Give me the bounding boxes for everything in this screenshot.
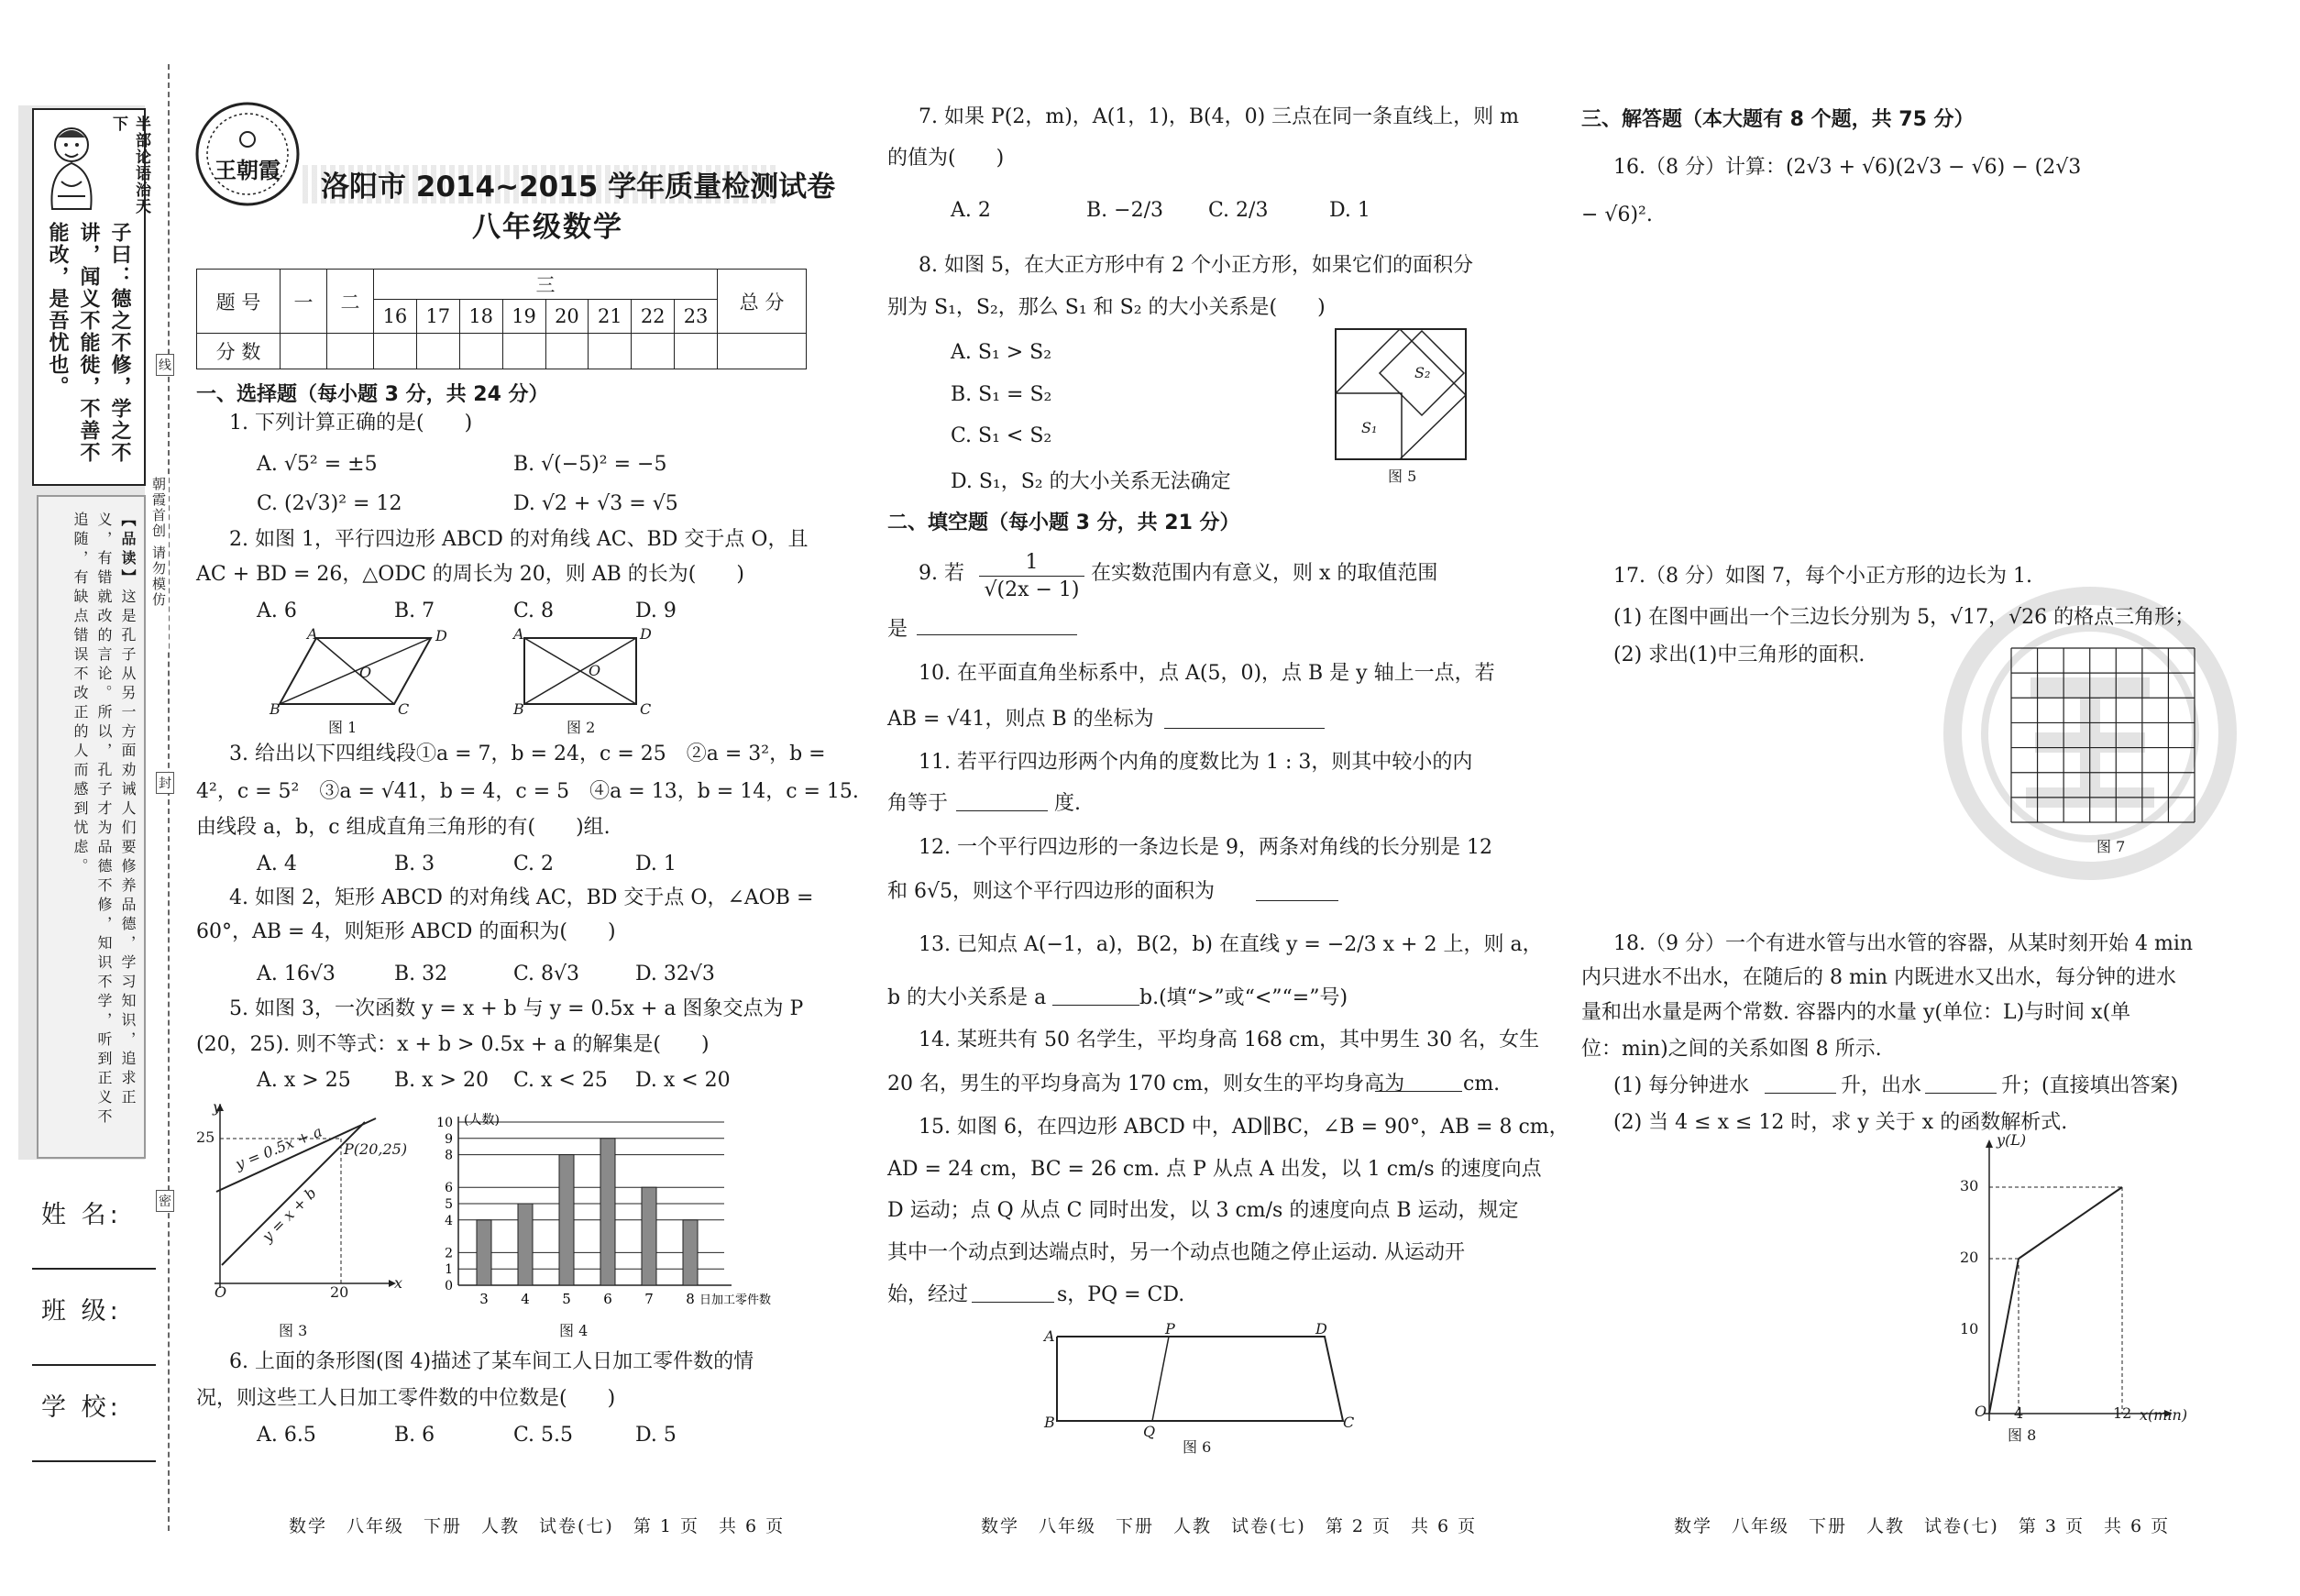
exam-subtitle: 八年级数学 bbox=[472, 211, 623, 244]
fig8-origin: O bbox=[1975, 1403, 1987, 1420]
q11-line-2a: 角等于 bbox=[887, 792, 949, 815]
q4-option-b: B. 32 bbox=[394, 963, 448, 985]
q6-line-1: 6. 上面的条形图(图 4)描述了某车间工人日加工零件数的情 bbox=[229, 1350, 754, 1373]
score-cell[interactable] bbox=[632, 334, 675, 369]
y-axis-label: (人数) bbox=[464, 1113, 500, 1128]
q18-line-3: 量和出水量是两个常数. 容器内的水量 y(单位：L)与时间 x(单 bbox=[1581, 1001, 2131, 1024]
school-label: 学 校: bbox=[41, 1393, 122, 1422]
x-tick-label: 4 bbox=[521, 1291, 530, 1307]
q15-line-5a: 始，经过 bbox=[887, 1283, 969, 1306]
q18-line-2: 内只进水不出水，在随后的 8 min 内既进水又出水，每分钟的进水 bbox=[1581, 966, 2177, 989]
seal-dashed-line bbox=[168, 64, 170, 1531]
y-tick-label: 5 bbox=[445, 1197, 453, 1212]
seal-mark-feng: 封 bbox=[156, 772, 174, 794]
q5-line-2: (20，25). 则不等式：x + b > 0.5x + a 的解集是( ) bbox=[196, 1033, 710, 1056]
q2-line-2: AC + BD = 26，△ODC 的周长为 20，则 AB 的长为( ) bbox=[196, 563, 744, 586]
q7-option-a: A. 2 bbox=[951, 199, 991, 222]
commentary-lead: 【品读】 bbox=[119, 512, 137, 589]
y-tick-label: 2 bbox=[445, 1246, 453, 1261]
section-2-heading: 二、填空题（每小题 3 分，共 21 分） bbox=[887, 512, 1240, 534]
fig3-line2-label: y = x + b bbox=[259, 1183, 320, 1246]
q2-option-b: B. 7 bbox=[394, 600, 435, 622]
q8-option-a: A. S₁ > S₂ bbox=[951, 341, 1052, 364]
x-tick-label: 7 bbox=[644, 1291, 654, 1307]
figure-6-trapezoid: A D P B Q C bbox=[1044, 1320, 1355, 1440]
q11-line-1: 11. 若平行四边形两个内角的度数比为 1 : 3，则其中较小的内 bbox=[919, 751, 1473, 774]
score-sub: 22 bbox=[632, 300, 675, 334]
figure-8-caption: 图 8 bbox=[2008, 1426, 2037, 1444]
q1-option-d: D. √2 + √3 = √5 bbox=[513, 492, 678, 515]
fig3-origin: O bbox=[215, 1283, 227, 1301]
name-label: 姓 名: bbox=[41, 1201, 122, 1229]
footer-page-3: 数学 八年级 下册 人教 试卷(七) 第 3 页 共 6 页 bbox=[1674, 1516, 2171, 1536]
y-tick-label: 1 bbox=[445, 1262, 453, 1278]
bar bbox=[683, 1220, 698, 1285]
q6-option-c: C. 5.5 bbox=[513, 1424, 574, 1447]
q18-line-5b: 升，出水 bbox=[1841, 1074, 1922, 1097]
score-sub: 19 bbox=[502, 300, 545, 334]
q9-line-2: 是 bbox=[887, 618, 908, 641]
q2-option-c: C. 8 bbox=[513, 600, 555, 622]
q4-option-d: D. 32√3 bbox=[635, 963, 715, 985]
score-col-1: 一 bbox=[281, 270, 327, 334]
score-cell[interactable] bbox=[281, 334, 327, 369]
fig3-y-tick: 25 bbox=[196, 1128, 215, 1146]
q10-line-1: 10. 在平面直角坐标系中，点 A(5，0)，点 B 是 y 轴上一点，若 bbox=[919, 662, 1495, 685]
q3-option-c: C. 2 bbox=[513, 853, 555, 875]
score-cell[interactable] bbox=[545, 334, 589, 369]
q6-line-2: 况，则这些工人日加工零件数的中位数是( ) bbox=[196, 1387, 616, 1410]
seal-mark-mi: 密 bbox=[156, 1190, 174, 1212]
q18-inflow-blank[interactable] bbox=[1765, 1093, 1836, 1094]
school-field[interactable] bbox=[32, 1460, 156, 1462]
q1-option-b: B. √(−5)² = −5 bbox=[513, 453, 667, 476]
q3-option-a: A. 4 bbox=[257, 853, 297, 875]
figure-2-rectangle: A D B C O bbox=[513, 625, 652, 718]
q9-pre: 9. 若 bbox=[919, 562, 964, 585]
score-cell[interactable] bbox=[718, 334, 807, 369]
q9-answer-blank[interactable] bbox=[917, 634, 1077, 635]
figure-8-graph bbox=[1943, 1131, 2188, 1430]
q5-option-b: B. x > 20 bbox=[394, 1069, 489, 1092]
fig3-x-tick: 20 bbox=[330, 1283, 349, 1301]
q18-line-1: 18.（9 分）一个有进水管与出水管的容器，从某时刻开始 4 min bbox=[1613, 932, 2194, 955]
q5-option-a: A. x > 25 bbox=[257, 1069, 351, 1092]
q13-line-2a: b 的大小关系是 a bbox=[887, 986, 1047, 1009]
q8-line-2: 别为 S₁，S₂，那么 S₁ 和 S₂ 的大小关系是( ) bbox=[887, 296, 1326, 319]
score-total-label: 总 分 bbox=[718, 270, 807, 334]
q9-fraction bbox=[979, 550, 1084, 604]
q15-line-4: 其中一个动点到达端点时，另一个动点也随之停止运动. 从运动开 bbox=[887, 1241, 1465, 1264]
q10-answer-blank[interactable] bbox=[1164, 728, 1325, 729]
score-cell[interactable] bbox=[459, 334, 502, 369]
q7-option-d: D. 1 bbox=[1329, 199, 1370, 222]
q18-line-4: 位：min)之间的关系如图 8 所示. bbox=[1581, 1038, 1882, 1061]
score-sub: 18 bbox=[459, 300, 502, 334]
score-cell[interactable] bbox=[589, 334, 632, 369]
q17-line-3: (2) 求出(1)中三角形的面积. bbox=[1613, 644, 1865, 666]
score-sub: 23 bbox=[675, 300, 718, 334]
q12-line-1: 12. 一个平行四边形的一条边长是 9，两条对角线的长分别是 12 bbox=[919, 836, 1492, 859]
q12-answer-blank[interactable] bbox=[1256, 900, 1338, 901]
score-sub: 20 bbox=[545, 300, 589, 334]
confucius-illustration bbox=[39, 117, 104, 218]
score-row-label: 分 数 bbox=[197, 334, 281, 369]
q18-line-6: (2) 当 4 ≤ x ≤ 12 时，求 y 关于 x 的函数解析式. bbox=[1613, 1111, 2068, 1134]
q3-option-d: D. 1 bbox=[635, 853, 677, 875]
q2-option-a: A. 6 bbox=[257, 600, 297, 622]
q7-line-2: 的值为( ) bbox=[887, 147, 1005, 170]
q13-line-1: 13. 已知点 A(−1，a)，B(2，b) 在直线 y = −2/3 x + 2 上，则 a， bbox=[919, 933, 1543, 956]
q4-line-1: 4. 如图 2，矩形 ABCD 的对角线 AC，BD 交于点 O，∠AOB = bbox=[229, 886, 814, 909]
y-tick-label: 0 bbox=[445, 1279, 453, 1293]
q1-option-a: A. √5² = ±5 bbox=[257, 453, 378, 476]
brand-name: 王朝霞 bbox=[215, 157, 281, 183]
fig3-line1-label: y = 0.5x + a bbox=[233, 1122, 325, 1173]
y-tick-label: 8 bbox=[445, 1148, 453, 1163]
q1-stem: 1. 下列计算正确的是( ) bbox=[229, 412, 473, 435]
score-cell[interactable] bbox=[327, 334, 374, 369]
section-3-heading: 三、解答题（本大题有 8 个题，共 75 分） bbox=[1581, 108, 1975, 131]
score-sub: 21 bbox=[589, 300, 632, 334]
score-cell[interactable] bbox=[374, 334, 417, 369]
score-sub: 17 bbox=[416, 300, 459, 334]
q5-option-c: C. x < 25 bbox=[513, 1069, 608, 1092]
q13-answer-blank[interactable] bbox=[1052, 1005, 1139, 1006]
seal-mark-xian: 线 bbox=[156, 354, 174, 376]
bar-chart-svg bbox=[431, 1111, 816, 1313]
fig8-ytick-30: 30 bbox=[1960, 1177, 1979, 1194]
figure-1-caption: 图 1 bbox=[328, 719, 358, 736]
figure-5-squares bbox=[1334, 327, 1468, 461]
quote-label: 半部论语治天下 bbox=[109, 116, 150, 215]
q9-numerator: 1 bbox=[979, 550, 1084, 577]
bar bbox=[518, 1204, 533, 1285]
score-cell[interactable] bbox=[416, 334, 459, 369]
figure-4-caption: 图 4 bbox=[559, 1322, 589, 1339]
quote-text: 子曰：德之不修，学之不讲，闻义不能徙，不善不能改，是吾忧也。 bbox=[46, 222, 131, 464]
q17-line-1: 17.（8 分）如图 7，每个小正方形的边长为 1. bbox=[1613, 565, 2032, 588]
q4-line-2: 60°，AB = 4，则矩形 ABCD 的面积为( ) bbox=[196, 920, 616, 943]
q16-line-1: 16.（8 分）计算：(2√3 + √6)(2√3 − √6) − (2√3 bbox=[1613, 156, 2082, 179]
commentary-body: 这是孔子从另一方面劝诫人们要修养品德，学习知识，追求正义，有错就改的言论。所以，孔子才为品德不修，知识不学，听到正义不追随，有缺点错误不改正的人而感到忧虑。 bbox=[72, 512, 137, 1128]
q5-line-1: 5. 如图 3，一次函数 y = x + b 与 y = 0.5x + a 图象交点为 P bbox=[229, 997, 804, 1020]
q15-line-2: AD = 24 cm，BC = 26 cm. 点 P 从点 A 出发，以 1 cm/s 的速度向点 bbox=[887, 1158, 1542, 1181]
q15-line-5b: s，PQ = CD. bbox=[1057, 1283, 1185, 1306]
q11-line-2b: 度. bbox=[1054, 792, 1081, 815]
figure-3-caption: 图 3 bbox=[279, 1322, 308, 1339]
commentary-box bbox=[37, 495, 146, 1159]
bar bbox=[642, 1187, 656, 1285]
fig8-xtick-4: 4 bbox=[2014, 1404, 2024, 1422]
score-cell[interactable] bbox=[502, 334, 545, 369]
q14-line-2a: 20 名，男生的平均身高为 170 cm，则女生的平均身高为 bbox=[887, 1073, 1405, 1095]
figure-2-caption: 图 2 bbox=[567, 719, 596, 736]
q3-line-1: 3. 给出以下四组线段①a = 7，b = 24，c = 25 ②a = 3²，b = bbox=[229, 743, 826, 765]
q15-line-3: D 运动；点 Q 从点 C 同时出发，以 3 cm/s 的速度向点 B 运动，规定 bbox=[887, 1199, 1519, 1222]
figure-4-bar-chart bbox=[431, 1111, 816, 1313]
q18-line-5a: (1) 每分钟进水 bbox=[1613, 1074, 1750, 1097]
figure-3-lines: y x O 25 20 P(20,25) y = 0.5x + a y = x + b bbox=[196, 1098, 408, 1301]
score-col-2: 二 bbox=[327, 270, 374, 334]
q11-answer-blank[interactable] bbox=[956, 810, 1048, 811]
bar bbox=[559, 1155, 574, 1285]
fig8-xtick-12: 12 bbox=[2113, 1404, 2132, 1422]
name-field[interactable] bbox=[32, 1268, 156, 1270]
x-tick-label: 3 bbox=[479, 1291, 489, 1307]
x-tick-label: 6 bbox=[603, 1291, 612, 1307]
copyright-note: 朝霞首创 请勿模仿 bbox=[149, 477, 169, 651]
score-table bbox=[196, 269, 807, 369]
footer-page-1: 数学 八年级 下册 人教 试卷(七) 第 1 页 共 6 页 bbox=[289, 1516, 786, 1536]
q14-line-1: 14. 某班共有 50 名学生，平均身高 168 cm，其中男生 30 名，女生 bbox=[919, 1029, 1540, 1051]
q8-line-1: 8. 如图 5，在大正方形中有 2 个小正方形，如果它们的面积分 bbox=[919, 254, 1473, 277]
x-tick-label: 8 bbox=[686, 1291, 695, 1307]
exam-title: 洛阳市 2014~2015 学年质量检测试卷 bbox=[321, 171, 836, 204]
bar bbox=[600, 1139, 615, 1285]
quote-box bbox=[32, 108, 150, 486]
q7-option-c: C. 2/3 bbox=[1208, 199, 1269, 222]
brand-logo bbox=[193, 99, 303, 209]
q9-denominator: √(2x − 1) bbox=[984, 578, 1080, 601]
q3-option-b: B. 3 bbox=[394, 853, 435, 875]
fig8-ytick-20: 20 bbox=[1960, 1249, 1979, 1266]
q18-line-5c: 升；(直接填出答案) bbox=[2001, 1074, 2179, 1097]
q8-option-d: D. S₁，S₂ 的大小关系无法确定 bbox=[951, 470, 1231, 493]
score-header-label: 题 号 bbox=[197, 270, 281, 334]
bar bbox=[477, 1220, 491, 1285]
class-label: 班 级: bbox=[41, 1297, 122, 1326]
q7-option-b: B. −2/3 bbox=[1086, 199, 1163, 222]
q10-line-2: AB = √41，则点 B 的坐标为 bbox=[887, 708, 1154, 731]
fig8-ylabel: y(L) bbox=[1997, 1131, 2027, 1149]
q4-option-c: C. 8√3 bbox=[513, 963, 580, 985]
q18-outflow-blank[interactable] bbox=[1925, 1093, 1997, 1094]
q14-line-2b: cm. bbox=[1463, 1073, 1501, 1095]
q17-line-2: (1) 在图中画出一个三边长分别为 5，√17，√26 的格点三角形； bbox=[1613, 606, 2195, 629]
x-axis-label: 日加工零件数 bbox=[699, 1293, 772, 1307]
q1-option-c: C. (2√3)² = 12 bbox=[257, 492, 402, 515]
class-field[interactable] bbox=[32, 1364, 156, 1366]
figure-6-caption: 图 6 bbox=[1183, 1438, 1212, 1456]
q5-option-d: D. x < 20 bbox=[635, 1069, 731, 1092]
score-sub: 16 bbox=[374, 300, 417, 334]
fig5-s1-label: S₁ bbox=[1361, 419, 1378, 436]
q8-option-c: C. S₁ < S₂ bbox=[951, 424, 1052, 447]
q16-line-2: − √6)². bbox=[1581, 204, 1653, 226]
y-tick-label: 4 bbox=[445, 1213, 453, 1228]
y-tick-label: 9 bbox=[445, 1131, 453, 1147]
y-tick-label: 10 bbox=[436, 1116, 453, 1130]
fig3-p-label: P(20,25) bbox=[344, 1140, 408, 1158]
q16-answer-area[interactable] bbox=[1581, 238, 2195, 550]
commentary-text bbox=[44, 512, 139, 1144]
score-cell[interactable] bbox=[675, 334, 718, 369]
q2-option-d: D. 9 bbox=[635, 600, 677, 622]
q15-line-1: 15. 如图 6，在四边形 ABCD 中，AD∥BC，∠B = 90°，AB = 8 cm， bbox=[919, 1116, 1569, 1139]
q4-option-a: A. 16√3 bbox=[257, 963, 336, 985]
score-col-3-group: 三 bbox=[374, 270, 718, 300]
q3-line-3: 由线段 a，b，c 组成直角三角形的有( )组. bbox=[196, 816, 611, 839]
q2-line-1: 2. 如图 1，平行四边形 ABCD 的对角线 AC、BD 交于点 O，且 bbox=[229, 528, 809, 551]
q6-option-b: B. 6 bbox=[394, 1424, 435, 1447]
q7-line-1: 7. 如果 P(2，m)，A(1，1)，B(4，0) 三点在同一条直线上，则 m bbox=[919, 105, 1520, 128]
footer-page-2: 数学 八年级 下册 人教 试卷(七) 第 2 页 共 6 页 bbox=[981, 1516, 1478, 1536]
fig5-s2-label: S₂ bbox=[1414, 364, 1431, 381]
q15-answer-blank[interactable] bbox=[972, 1302, 1054, 1303]
figure-1-parallelogram: A D B C O bbox=[270, 625, 447, 718]
section-1-heading: 一、选择题（每小题 3 分，共 24 分） bbox=[196, 383, 549, 406]
q14-answer-blank[interactable] bbox=[1375, 1091, 1462, 1092]
fig8-xlabel: x(min) bbox=[2140, 1406, 2188, 1424]
q6-option-d: D. 5 bbox=[635, 1424, 677, 1447]
figure-5-caption: 图 5 bbox=[1388, 468, 1417, 485]
fig8-ytick-10: 10 bbox=[1960, 1320, 1979, 1337]
q13-line-2b: b.(填“>”或“<”“=”号) bbox=[1139, 986, 1348, 1009]
figure-7-grid[interactable] bbox=[2008, 646, 2198, 825]
figure-7-caption: 图 7 bbox=[2096, 838, 2126, 855]
q3-line-2: 4²，c = 5² ③a = √41，b = 4，c = 5 ④a = 13，b = 14，c = 15. bbox=[196, 780, 859, 803]
x-tick-label: 5 bbox=[562, 1291, 571, 1307]
q6-option-a: A. 6.5 bbox=[257, 1424, 316, 1447]
q12-line-2: 和 6√5，则这个平行四边形的面积为 bbox=[887, 880, 1216, 903]
q9-post: 在实数范围内有意义，则 x 的取值范围 bbox=[1091, 562, 1438, 585]
q8-option-b: B. S₁ = S₂ bbox=[951, 383, 1052, 406]
y-tick-label: 6 bbox=[445, 1181, 453, 1196]
